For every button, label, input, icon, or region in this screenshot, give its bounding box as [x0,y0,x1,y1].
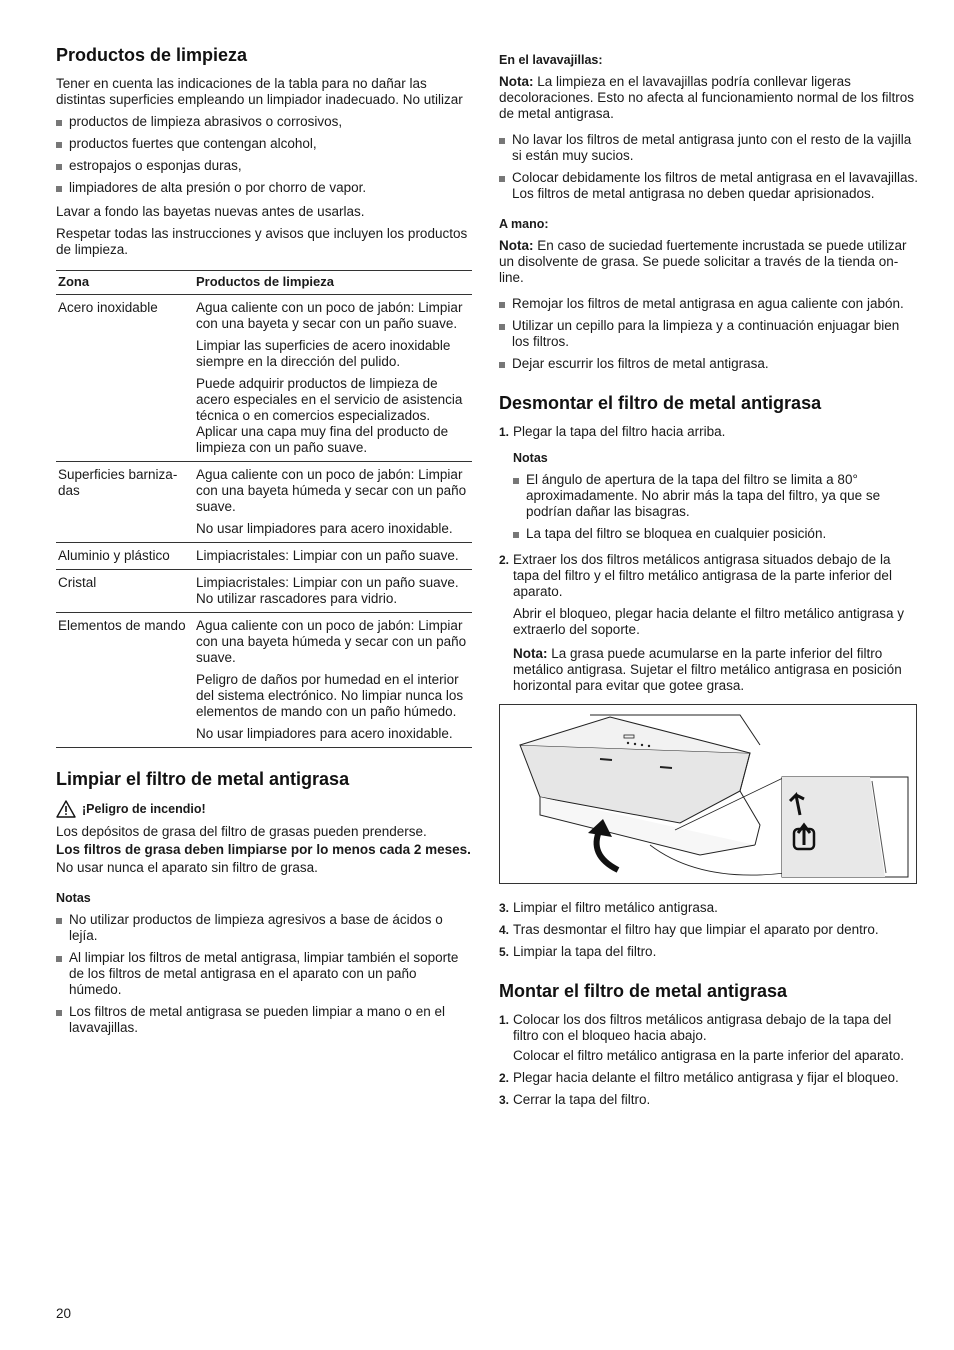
table-cell-zone: Cristal [56,570,194,613]
mount-filter-heading: Montar el filtro de metal antigrasa [499,981,788,1001]
list-item: Al limpiar los filtros de metal antigrasa, limpiar también el soporte de los filtros de metal antigrasa en el aparato con un paño húmedo. [56,950,472,998]
table-cell-products [194,462,472,543]
remove-note [499,646,919,694]
list-item: Remojar los filtros de metal antigrasa en agua caliente con jabón. [499,296,919,312]
list-item: No utilizar productos de limpieza agresivos a base de ácidos o lejía. [56,912,472,944]
step-item [499,552,919,600]
step-text: Tras desmontar el filtro hay que limpiar el aparato por dentro. [513,922,879,937]
mount-steps [499,1012,919,1108]
filter-clean-heading: Limpiar el filtro de metal antigrasa [56,769,350,789]
list-item: estropajos o esponjas duras, [56,158,472,174]
warning-text-3: No usar nunca el aparato sin filtro de grasa. [56,860,318,875]
filter-notes-list [56,912,472,1036]
list-item: Colocar debidamente los filtros de metal antigrasa en el lavavajillas. Los filtros de metal antigrasa no deben quedar aprisionados. [499,170,919,202]
fire-warning [56,800,472,818]
table-row [56,462,472,543]
list-item: limpiadores de alta presión o por chorro de vapor. [56,180,472,196]
table-row [56,295,472,462]
by-hand-note [499,238,919,286]
note-text: En caso de suciedad fuertemente incrustada se puede utilizar un disolvente de grasa. Se puede solicitar a través de la tienda on-line. [499,238,907,285]
step-number: 1. [499,425,510,439]
warning-triangle-icon [56,800,76,818]
warning-text-2: Los filtros de grasa deben limpiarse por lo menos cada 2 meses. [56,842,471,857]
table-cell-zone: Acero inoxidable [56,295,194,462]
remove-steps [499,424,919,440]
note-label: Nota: [513,646,548,661]
warning-text-1: Los depósitos de grasa del filtro de grasas pueden prenderse. [56,824,427,839]
left-column [56,44,472,1044]
table-row [56,543,472,570]
notes-title: Notas [56,891,91,905]
table-cell-products [194,295,472,462]
step-number: 4. [499,923,510,937]
step2-extra: Abrir el bloqueo, plegar hacia delante el filtro metálico antigrasa y extraerlo del soporte. [513,606,904,637]
by-hand-list [499,296,919,372]
step-text: Colocar los dos filtros metálicos antigrasa debajo de la tapa del filtro con el bloqueo hacia abajo. [513,1012,892,1043]
step-text: Limpiar el filtro metálico antigrasa. [513,900,718,915]
step-item [499,424,919,440]
cleaning-paragraph-2: Respetar todas las instrucciones y avisos que incluyen los productos de limpieza. [56,226,468,257]
step-number: 3. [499,1093,510,1107]
remove-steps-3 [499,900,919,960]
remove-steps-2 [499,552,919,600]
remove-notes [499,450,919,542]
remove-filter-heading: Desmontar el filtro de metal antigrasa [499,393,822,413]
list-item: El ángulo de apertura de la tapa del filtro se limita a 80° aproximadamente. No abrir más la tapa del filtro, ya que se podrían dañar las bisagras. [513,472,919,520]
table-cell-paragraph: Limpiar las superficies de acero inoxidable siempre en la dirección del pulido. [196,338,451,369]
table-cell-paragraph: Peligro de daños por humedad en el interior del sistema electrónico. No limpiar nunca los elementos de mando con un paño húmedo. [196,672,464,719]
step-text: Extraer los dos filtros metálicos antigrasa situados debajo de la tapa del filtro y el filtro metálico antigrasa de la parte inferior del aparato. [513,552,892,599]
step-number: 5. [499,945,510,959]
list-item: Dejar escurrir los filtros de metal antigrasa. [499,356,919,372]
dishwasher-list [499,132,919,202]
step-text: Plegar hacia delante el filtro metálico antigrasa y fijar el bloqueo. [513,1070,899,1085]
table-cell-products [194,570,472,613]
table-cell-paragraph: Agua caliente con un poco de jabón: Limpiar con una bayeta húmeda y secar con un paño suave. [196,618,467,665]
step-item [499,922,919,938]
step-text: Cerrar la tapa del filtro. [513,1092,651,1107]
table-cell-paragraph: Limpiacristales: Limpiar con un paño suave. [196,548,459,563]
list-item: Los filtros de metal antigrasa se pueden limpiar a mano o en el lavavajillas. [56,1004,472,1036]
table-cell-paragraph: Puede adquirir productos de limpieza de acero especiales en el servicio de asistencia técnica o en comercios especializados. Aplicar una capa muy fina del producto de limpieza con un paño suave. [196,376,463,455]
table-header-products: Productos de limpieza [194,271,472,295]
step-item [499,900,919,916]
dishwasher-note [499,74,919,122]
step-item [499,1012,919,1064]
table-cell-paragraph: Agua caliente con un poco de jabón: Limpiar con una bayeta húmeda y secar con un paño suave. [196,467,467,514]
table-cell-zone: Elementos de mando [56,613,194,748]
warning-title: ¡Peligro de incendio! [82,802,206,816]
step-item [499,944,919,960]
step-text: Limpiar la tapa del filtro. [513,944,657,959]
cleaning-avoid-list [56,114,472,196]
step-item [499,1070,919,1086]
right-column [499,44,919,1114]
hood-drawing [500,705,916,883]
step-number: 3. [499,901,510,915]
page-number: 20 [56,1306,72,1321]
table-cell-paragraph: No usar limpiadores para acero inoxidable. [196,521,453,536]
table-header-row [56,271,472,295]
cleaning-intro: Tener en cuenta las indicaciones de la tabla para no dañar las distintas superficies empleando un limpiador inadecuado. No utilizar [56,76,463,107]
note-text: La limpieza en el lavavajillas podría conllevar ligeras decoloraciones. Esto no afecta al funcionamiento normal de los filtros de metal antigrasa. [499,74,914,121]
table-cell-paragraph: No usar limpiadores para acero inoxidable. [196,726,453,741]
notes-title: Notas [513,451,548,465]
note-label: Nota: [499,238,534,253]
step-text: Plegar la tapa del filtro hacia arriba. [513,424,726,439]
cleaning-table [56,270,472,748]
table-row [56,570,472,613]
note-label: Nota: [499,74,534,89]
list-item: No lavar los filtros de metal antigrasa junto con el resto de la vajilla si están muy sucios. [499,132,919,164]
step-extra: Colocar el filtro metálico antigrasa en la parte inferior del aparato. [513,1048,904,1063]
by-hand-heading: A mano: [499,217,549,231]
table-cell-products [194,613,472,748]
table-cell-paragraph: Limpiacristales: Limpiar con un paño suave. No utilizar rascadores para vidrio. [196,575,459,606]
list-item: La tapa del filtro se bloquea en cualquier posición. [513,526,919,542]
table-cell-zone: Superficies barnizadas [56,462,194,543]
table-row [56,613,472,748]
filter-removal-illustration [499,704,917,884]
table-cell-products [194,543,472,570]
dishwasher-heading: En el lavavajillas: [499,53,603,67]
note-text: La grasa puede acumularse en la parte inferior del filtro metálico antigrasa. Sujetar el filtro metálico antigrasa en posición horizontal para evitar que gotee grasa. [513,646,902,693]
table-cell-paragraph: Agua caliente con un poco de jabón: Limpiar con una bayeta y secar con un paño suave. [196,300,463,331]
step-number: 2. [499,553,510,567]
remove-notes-list [513,472,919,542]
cleaning-products-heading: Productos de limpieza [56,45,248,65]
step-number: 1. [499,1013,510,1027]
list-item: productos fuertes que contengan alcohol, [56,136,472,152]
table-cell-zone: Aluminio y plástico [56,543,194,570]
cleaning-paragraph-1: Lavar a fondo las bayetas nuevas antes de usarlas. [56,204,365,219]
list-item: productos de limpieza abrasivos o corrosivos, [56,114,472,130]
step-number: 2. [499,1071,510,1085]
step-item [499,1092,919,1108]
table-header-zone: Zona [56,271,194,295]
list-item: Utilizar un cepillo para la limpieza y a continuación enjuagar bien los filtros. [499,318,919,350]
